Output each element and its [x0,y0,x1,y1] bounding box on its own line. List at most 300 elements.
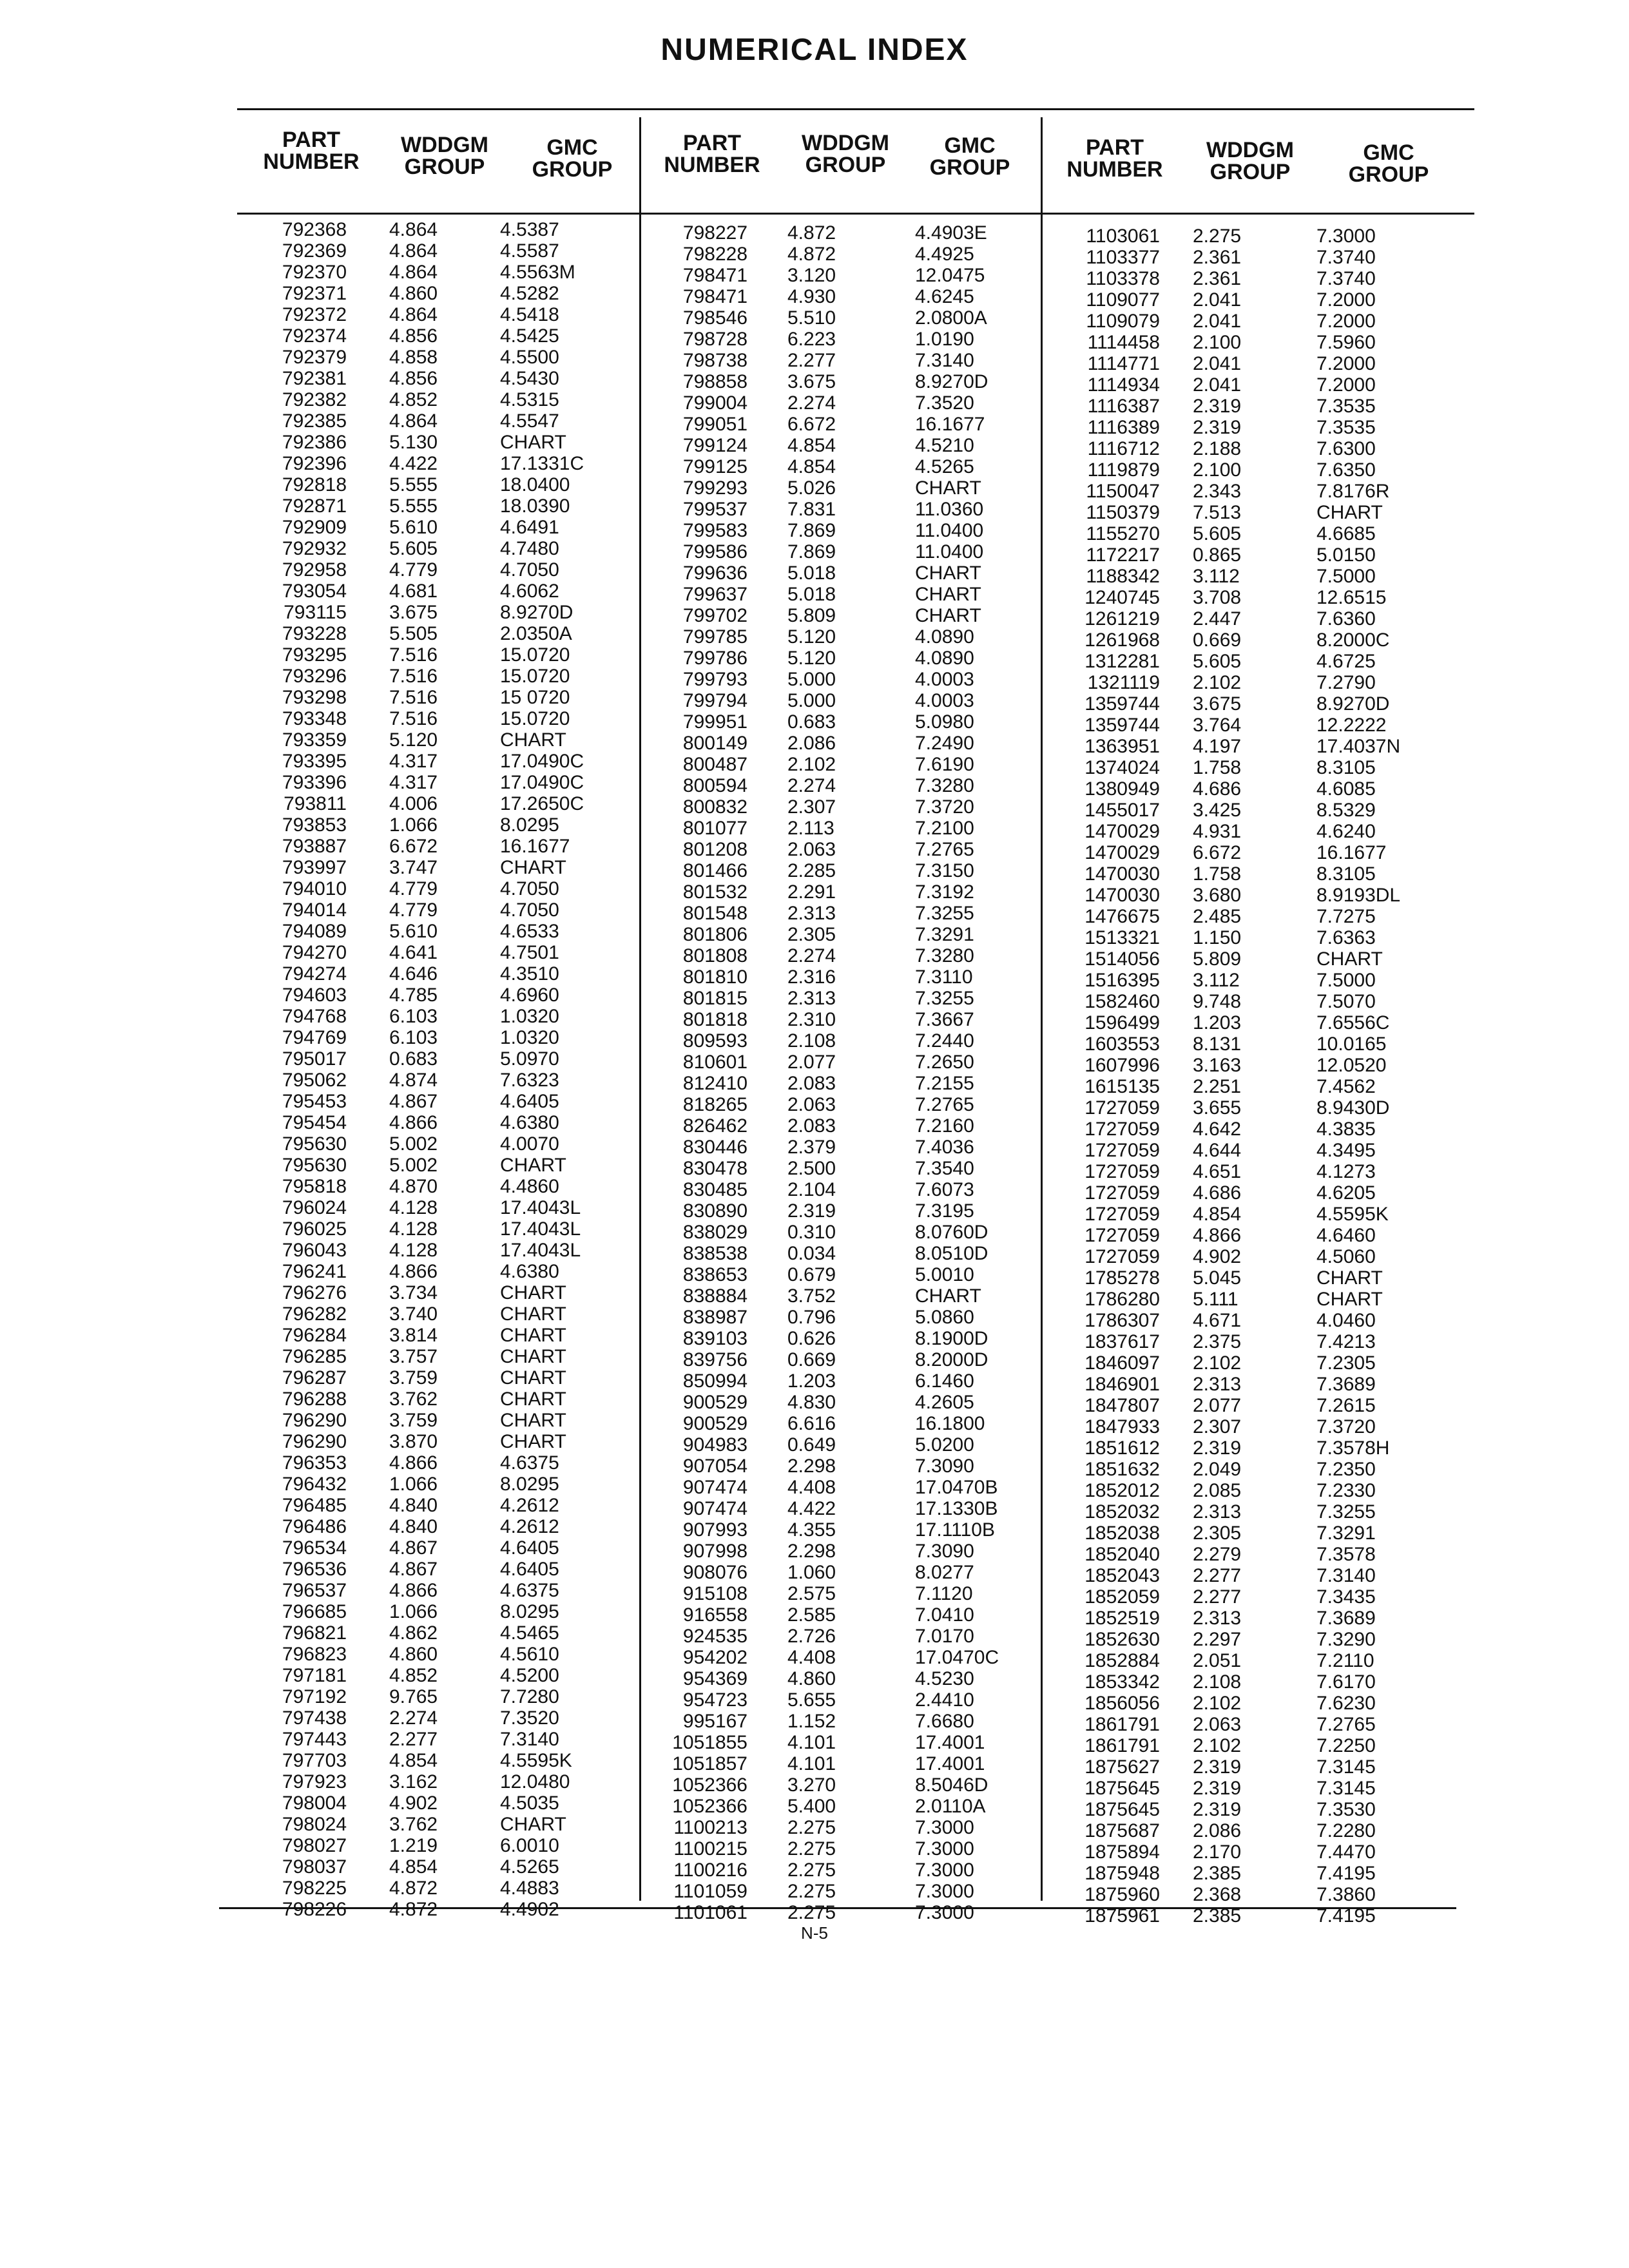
wddgm-group: 2.305 [1193,1523,1242,1544]
index-row [644,605,1041,626]
wddgm-group: 0.683 [787,711,836,733]
wddgm-group: 2.102 [1193,1352,1242,1374]
wddgm-group: 2.275 [787,1881,836,1902]
part-number: 1261968 [1084,629,1160,651]
index-row [237,1495,637,1516]
index-row [644,818,1041,839]
gmc-group: 4.6405 [500,1559,559,1580]
index-row [1047,1735,1472,1756]
index-row [644,1115,1041,1137]
index-row [644,392,1041,414]
part-number: 798027 [282,1835,347,1856]
wddgm-group: 2.500 [787,1158,836,1179]
part-number: 793298 [282,687,347,708]
wddgm-group: 6.616 [787,1413,836,1434]
wddgm-group: 4.128 [389,1197,438,1218]
gmc-group: 8.0277 [915,1562,974,1583]
part-number: 1051857 [672,1753,747,1774]
index-row [237,347,637,368]
index-row [644,222,1041,244]
part-number: 801208 [682,839,747,860]
wddgm-group: 5.510 [787,307,836,329]
index-row [237,283,637,304]
index-row [237,262,637,283]
part-number: 1615135 [1084,1076,1160,1097]
gmc-group: 7.3535 [1316,417,1376,438]
wddgm-group: 2.291 [787,881,836,903]
part-number: 1100213 [673,1817,747,1838]
wddgm-group: 3.655 [1193,1097,1242,1119]
index-row [1047,1204,1472,1225]
gmc-group: 5.0150 [1316,544,1376,566]
gmc-group: 4.6960 [500,985,559,1006]
gmc-group: 7.2615 [1316,1395,1376,1416]
gmc-group: 15 0720 [500,687,570,708]
index-row [237,581,637,602]
index-row [1047,778,1472,800]
gmc-group: 4.6460 [1316,1225,1376,1246]
gmc-group: 4.5430 [500,368,559,389]
index-row [644,584,1041,605]
part-number: 795818 [282,1176,347,1197]
index-row [644,733,1041,754]
index-row [1047,1246,1472,1267]
wddgm-group: 4.854 [389,1856,438,1878]
column-header [1047,135,1472,206]
gmc-group: 7.3195 [915,1200,974,1222]
part-number: 1785278 [1084,1267,1160,1289]
gmc-group: 17.0470B [915,1477,998,1498]
gmc-group: 7.3140 [915,350,974,371]
part-number: 794270 [282,942,347,963]
wddgm-group: 2.051 [1193,1650,1242,1671]
index-row [644,881,1041,903]
wddgm-group: 4.128 [389,1240,438,1261]
part-number: 908076 [682,1562,747,1583]
gmc-group: 15.0720 [500,666,570,687]
wddgm-group: 2.316 [787,966,836,988]
gmc-group: 7.3090 [915,1456,974,1477]
gmc-group: 7.3000 [915,1902,974,1923]
gmc-group: 7.2765 [915,1094,974,1115]
part-number: 1052366 [672,1774,747,1796]
index-row [237,772,637,793]
part-number: 793396 [282,772,347,793]
wddgm-group: 0.683 [389,1048,438,1070]
index-row [1047,970,1472,991]
gmc-group: 4.6240 [1316,821,1376,842]
part-number: 796290 [282,1431,347,1452]
part-number: 796241 [282,1261,347,1282]
wddgm-group: 4.681 [389,581,438,602]
wddgm-group: 7.516 [389,666,438,687]
index-row [1047,523,1472,544]
part-number: 798004 [282,1792,347,1814]
wddgm-group: 3.757 [389,1346,438,1367]
part-number: 796485 [282,1495,347,1516]
index-row [237,1070,637,1091]
part-number: 924535 [682,1626,747,1647]
index-row [237,1091,637,1112]
part-number: 1513321 [1084,927,1160,948]
part-number: 1851612 [1084,1437,1160,1459]
wddgm-group: 7.869 [787,541,836,562]
part-number: 799637 [682,584,747,605]
index-row [237,708,637,729]
wddgm-group: 5.000 [787,669,836,690]
part-number: 799794 [682,690,747,711]
index-row [1047,1459,1472,1480]
index-row [1047,544,1472,566]
index-row [237,1878,637,1899]
part-number: 796284 [282,1325,347,1346]
gmc-group: 7.3291 [1316,1523,1376,1544]
gmc-group: 7.3689 [1316,1374,1376,1395]
index-row [1047,1523,1472,1544]
wddgm-group-header: WDDGM GROUP [802,131,889,177]
part-number: 793997 [282,857,347,878]
wddgm-group: 4.355 [787,1519,836,1541]
wddgm-group: 2.275 [787,1902,836,1923]
part-number: 799124 [682,435,747,456]
part-number: 798037 [282,1856,347,1878]
index-row [237,1559,637,1580]
gmc-group: 7.3145 [1316,1756,1376,1778]
wddgm-group: 5.400 [787,1796,836,1817]
wddgm-group: 2.170 [1193,1841,1242,1863]
part-number: 798228 [682,244,747,265]
wddgm-group: 3.814 [389,1325,438,1346]
gmc-group: 8.9270D [500,602,574,623]
part-number: 1476675 [1084,906,1160,927]
gmc-group-header: GMC GROUP [1348,140,1429,187]
index-row [1047,353,1472,374]
index-row [237,1835,637,1856]
index-row [237,1261,637,1282]
gmc-group: 17.4037N [1316,736,1401,757]
index-row [1047,587,1472,608]
index-row [644,626,1041,648]
part-number: 1786280 [1084,1289,1160,1310]
wddgm-group: 5.809 [787,605,836,626]
index-row [1047,927,1472,948]
wddgm-group: 4.866 [389,1580,438,1601]
index-row [644,1881,1041,1902]
gmc-group: CHART [915,584,981,605]
index-row [644,1583,1041,1604]
index-row [1047,1778,1472,1799]
index-row [237,687,637,708]
part-number: 796536 [282,1559,347,1580]
gmc-group: 7.2160 [915,1115,974,1137]
wddgm-group: 3.747 [389,857,438,878]
index-row [644,1158,1041,1179]
gmc-group: 7.6190 [915,754,974,775]
gmc-group: 7.3000 [915,1860,974,1881]
index-row [237,1474,637,1495]
index-row [1047,374,1472,396]
wddgm-group: 2.275 [787,1838,836,1860]
gmc-group: CHART [500,857,566,878]
gmc-group: 5.0200 [915,1434,974,1456]
index-row [644,775,1041,796]
wddgm-group: 4.006 [389,793,438,814]
gmc-group: 2.0110A [915,1796,986,1817]
index-row [644,1562,1041,1583]
part-number: 796685 [282,1601,347,1622]
wddgm-group: 0.865 [1193,544,1242,566]
part-number: 799702 [682,605,747,626]
gmc-group: 16.1800 [915,1413,985,1434]
wddgm-group: 2.085 [1193,1480,1242,1501]
part-number: 1727059 [1084,1161,1160,1182]
part-number: 1727059 [1084,1225,1160,1246]
wddgm-group: 4.866 [389,1112,438,1133]
wddgm-group: 3.870 [389,1431,438,1452]
part-number: 1109077 [1086,289,1160,311]
index-row [644,244,1041,265]
gmc-group: 7.3291 [915,924,974,945]
index-row [237,836,637,857]
gmc-group: 4.5282 [500,283,559,304]
index-row [1047,1352,1472,1374]
wddgm-group: 2.379 [787,1137,836,1158]
part-number: 793295 [282,644,347,666]
gmc-group: 4.7050 [500,878,559,899]
index-row [237,1516,637,1537]
wddgm-group: 3.675 [1193,693,1242,715]
wddgm-group: 4.872 [787,222,836,244]
part-number: 801815 [682,988,747,1009]
gmc-group: 4.5315 [500,389,559,410]
index-row [1047,1076,1472,1097]
index-row [237,1792,637,1814]
wddgm-group: 7.513 [1193,502,1242,523]
index-row [1047,1671,1472,1693]
gmc-group: 8.3105 [1316,863,1376,885]
index-row [1047,1374,1472,1395]
wddgm-group: 2.275 [1193,226,1242,247]
part-number: 795453 [282,1091,347,1112]
wddgm-group: 1.066 [389,1601,438,1622]
index-row [237,1856,637,1878]
part-number: 792396 [282,453,347,474]
part-number: 796043 [282,1240,347,1261]
gmc-group: 5.0010 [915,1264,974,1285]
wddgm-group: 6.672 [389,836,438,857]
part-number: 792368 [282,219,347,240]
gmc-group: 7.2000 [1316,289,1376,311]
wddgm-group: 2.575 [787,1583,836,1604]
index-row [1047,1310,1472,1331]
wddgm-group: 4.856 [389,325,438,347]
index-row [644,499,1041,520]
index-row [237,623,637,644]
wddgm-group: 4.866 [389,1261,438,1282]
wddgm-group: 2.041 [1193,289,1242,311]
index-row [1047,1119,1472,1140]
index-row [237,963,637,985]
wddgm-group: 5.120 [389,729,438,751]
part-number: 907474 [682,1498,747,1519]
gmc-group: 7.3720 [915,796,974,818]
wddgm-group: 3.680 [1193,885,1242,906]
part-number: 1312281 [1084,651,1160,672]
index-row [644,562,1041,584]
wddgm-group: 5.555 [389,495,438,517]
gmc-group: 7.2490 [915,733,974,754]
index-row [1047,459,1472,481]
gmc-group: 4.0070 [500,1133,559,1155]
index-row [237,1303,637,1325]
index-row [644,1200,1041,1222]
part-number: 1607996 [1084,1055,1160,1076]
wddgm-group: 2.083 [787,1073,836,1094]
part-number: 915108 [682,1583,747,1604]
part-number: 801818 [682,1009,747,1030]
gmc-group: 4.7050 [500,559,559,581]
part-number: 792382 [282,389,347,410]
wddgm-group: 3.675 [389,602,438,623]
index-row [1047,1544,1472,1565]
gmc-group: 7.2000 [1316,353,1376,374]
index-row [237,1410,637,1431]
part-number: 907054 [682,1456,747,1477]
index-row [237,1729,637,1750]
part-number: 1103377 [1086,247,1160,268]
part-number-header: PART NUMBER [263,128,360,174]
index-row [1047,651,1472,672]
gmc-group: 7.6073 [915,1179,974,1200]
part-number: 796432 [282,1474,347,1495]
gmc-group: 7.3090 [915,1541,974,1562]
wddgm-group: 5.555 [389,474,438,495]
gmc-group: 7.3140 [1316,1565,1376,1586]
gmc-group: 12.2222 [1316,715,1387,736]
index-row [237,1686,637,1707]
column-divider [639,117,641,1901]
index-row [1047,1820,1472,1841]
gmc-group: 7.3280 [915,945,974,966]
wddgm-group: 2.063 [787,1094,836,1115]
part-number: 1359744 [1084,693,1160,715]
gmc-group: 7.6300 [1316,438,1376,459]
wddgm-group: 5.018 [787,562,836,584]
gmc-group: 7.4562 [1316,1076,1376,1097]
gmc-group: 7.6350 [1316,459,1376,481]
wddgm-group: 5.130 [389,432,438,453]
part-number: 1114771 [1087,353,1160,374]
wddgm-group: 4.902 [389,1792,438,1814]
part-number: 1116389 [1087,417,1160,438]
index-column-3 [1047,135,1472,1927]
part-number: 793054 [282,581,347,602]
wddgm-group: 0.034 [787,1243,836,1264]
wddgm-group: 2.385 [1193,1863,1242,1884]
gmc-group: 7.4213 [1316,1331,1376,1352]
wddgm-group: 2.108 [787,1030,836,1052]
wddgm-group: 2.102 [787,754,836,775]
wddgm-group: 2.104 [787,1179,836,1200]
wddgm-group: 2.298 [787,1541,836,1562]
part-number: 799293 [682,477,747,499]
gmc-group: 17.4043L [500,1240,581,1261]
part-number: 1051855 [672,1732,747,1753]
part-number: 792374 [282,325,347,347]
part-number: 799051 [682,414,747,435]
index-row [644,1285,1041,1307]
part-number: 1103061 [1086,226,1160,247]
gmc-group: 4.6380 [500,1112,559,1133]
part-number: 1727059 [1084,1204,1160,1225]
index-row [644,1753,1041,1774]
part-number: 1470030 [1084,863,1160,885]
index-row [644,1009,1041,1030]
gmc-group: 4.5610 [500,1644,559,1665]
wddgm-group: 2.310 [787,1009,836,1030]
part-number: 793296 [282,666,347,687]
wddgm-group: 4.854 [1193,1204,1242,1225]
gmc-group: 5.0970 [500,1048,559,1070]
gmc-group: 5.0860 [915,1307,974,1328]
part-number: 1516395 [1084,970,1160,991]
part-number: 796353 [282,1452,347,1474]
index-row [644,754,1041,775]
wddgm-group: 4.862 [389,1622,438,1644]
gmc-group: 4.4925 [915,244,974,265]
part-number: 1852040 [1084,1544,1160,1565]
gmc-group: 4.5265 [500,1856,559,1878]
gmc-group: CHART [500,1325,566,1346]
wddgm-group: 2.102 [1193,1735,1242,1756]
column-header [237,129,637,200]
index-row [237,985,637,1006]
part-number: 796287 [282,1367,347,1389]
wddgm-group: 1.066 [389,814,438,836]
part-number: 954202 [682,1647,747,1668]
wddgm-group: 2.251 [1193,1076,1242,1097]
wddgm-group: 2.307 [1193,1416,1242,1437]
gmc-group: 15.0720 [500,708,570,729]
wddgm-group: 2.041 [1193,374,1242,396]
index-row [644,414,1041,435]
wddgm-group: 1.219 [389,1835,438,1856]
part-number: 797438 [282,1707,347,1729]
index-row [644,1052,1041,1073]
wddgm-group: 2.313 [1193,1374,1242,1395]
part-number: 1861791 [1084,1714,1160,1735]
wddgm-group: 2.279 [1193,1544,1242,1565]
gmc-group: 7.3535 [1316,396,1376,417]
gmc-group: 7.2790 [1316,672,1376,693]
wddgm-group: 0.310 [787,1222,836,1243]
gmc-group: CHART [500,1346,566,1367]
wddgm-group: 2.274 [389,1707,438,1729]
wddgm-group: 2.343 [1193,481,1242,502]
part-number: 1861791 [1084,1735,1160,1756]
part-number: 798728 [682,329,747,350]
index-row [1047,1480,1472,1501]
part-number: 801806 [682,924,747,945]
gmc-group: 7.8176R [1316,481,1390,502]
part-number: 797181 [282,1665,347,1686]
wddgm-group: 5.655 [787,1689,836,1711]
wddgm-group: 6.672 [787,414,836,435]
part-number: 792372 [282,304,347,325]
index-row [1047,1097,1472,1119]
gmc-group: 12.0475 [915,265,985,286]
wddgm-group: 5.610 [389,921,438,942]
